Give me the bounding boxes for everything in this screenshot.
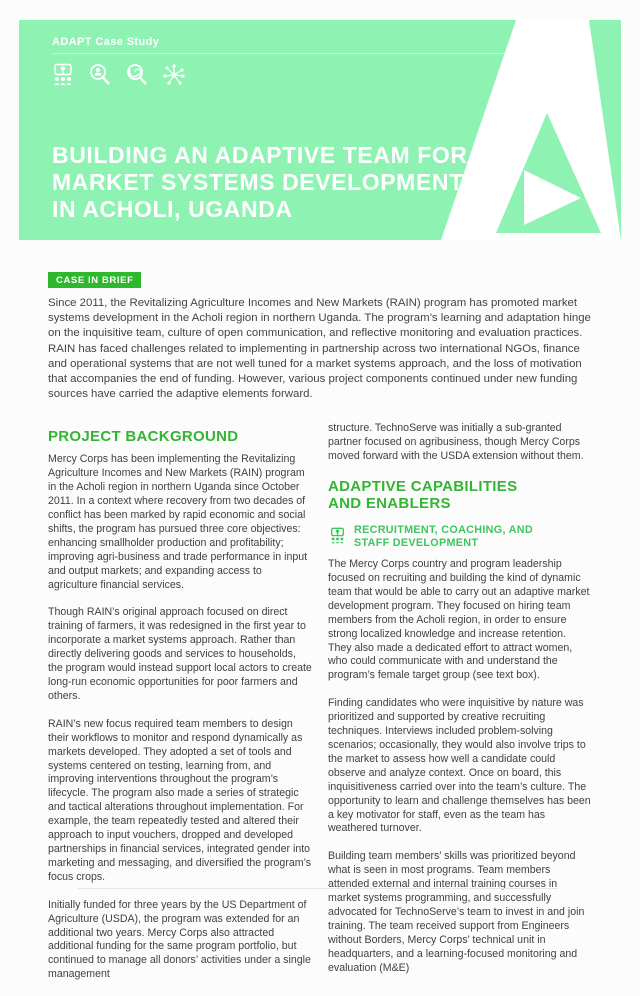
team-icon — [50, 62, 76, 88]
section-heading-project-background: PROJECT BACKGROUND — [48, 428, 239, 446]
heading-line: ADAPTIVE CAPABILITIES — [328, 478, 518, 496]
heading-line: AND ENABLERS — [328, 495, 451, 513]
paragraph: Mercy Corps has been implementing the Revitalizing Agriculture Incomes and New Markets (RAIN) program in the Acholi region in northern Uganda since October 2011. In a context where recovery from two decades of conflict has been marked by rapid economic and social shifts, the program has pursued three core objectives: enhancing smallholder production and profitability; improving agri-business and trade performance in input and output markets; and expanding access to agriculture financial services. — [48, 453, 308, 591]
subheading-line: RECRUITMENT, COACHING, AND — [354, 524, 533, 537]
network-icon — [161, 62, 187, 88]
page-edge-line — [78, 888, 558, 889]
paragraph-continuation: structure. TechnoServe was initially a sub-granted partner focused on agribusiness, though Mercy Corps moved forward with the USDA extension without them. — [328, 422, 584, 463]
search-spiral-icon — [124, 62, 150, 88]
paragraph: Initially funded for three years by the US Department of Agriculture (USDA), the program was extended for an additional two years. Mercy Corps also attracted additional funding for the same program portfolio, but continued to manage all donors’ activities under a single management — [48, 898, 311, 981]
header-banner — [19, 20, 621, 240]
left-column — [48, 422, 312, 996]
search-person-icon — [87, 62, 113, 88]
team-icon — [328, 525, 347, 547]
paragraph: Building team members’ skills was prioritized beyond what is seen in most programs. Team members attended external and internal training courses in market systems programming, and successfully advocated for TechnoServe’s team to invest in and join training. The team received support from Engineers without Borders, Mercy Corps’ technical unit in headquarters, and a learning-focused monitoring and evaluation (M&E) — [328, 850, 585, 974]
title-line: IN ACHOLI, UGANDA — [52, 196, 293, 222]
case-in-brief-badge: CASE IN BRIEF — [48, 272, 141, 288]
subsection-recruitment — [328, 524, 592, 550]
eyebrow-label: ADAPT Case Study — [52, 36, 160, 48]
section-heading-adaptive-capabilities — [328, 478, 592, 512]
case-in-brief-text: Since 2011, the Revitalizing Agriculture Incomes and New Markets (RAIN) program has promoted market systems development in the Acholi region in northern Uganda. The program’s learning and adaptation hinge on the inquisitive team, culture of open communication, and reflective monitoring and evaluation practices. RAIN has faced challenges related to implementing in partnership across two international NGOs, finance and operational systems that are not well tuned for a market systems approach, and the loss of motivation that accompanies the end of funding. However, various project components continued under new funding sources have carried the adaptive elements forward. — [48, 297, 591, 401]
paragraph: Though RAIN’s original approach focused on direct training of farmers, it was redesigned in the first year to incorporate a market systems approach. Rather than directly delivering goods and services to households, the program would instead support local actors to create long-run economic opportunities for poor farmers and others. — [48, 606, 312, 702]
title-line: MARKET SYSTEMS DEVELOPMENT — [52, 169, 464, 195]
adapt-a-logo — [441, 20, 621, 240]
paragraph: RAIN’s new focus required team members to design their workflows to monitor and respond dynamically as markets developed. They adopted a set of tools and systems centered on testing, learning from, and improving interventions throughout the program’s lifecycle. The program also made a series of strategic and tactical alterations throughout implementation. For example, the team repeatedly tested and altered their approach to input vouchers, dropped and developed partnerships in financial services, integrated gender into marketing and messaging, and diversified the program’s focus crops. — [48, 717, 312, 883]
two-column-layout — [48, 422, 592, 996]
title-line: BUILDING AN ADAPTIVE TEAM FOR — [52, 142, 468, 168]
subsection-heading — [354, 524, 533, 550]
paragraph: The Mercy Corps country and program leadership focused on recruiting and building the kind of dynamic team that would be able to carry out an adaptive market development program. They focused on hiring team members from the Acholi region, in order to ensure strong localized knowledge and increase retention. They also made a dedicated effort to attract women, who could communicate with and understand the program’s female target group (see text box). — [328, 558, 590, 682]
subheading-line: STAFF DEVELOPMENT — [354, 537, 479, 550]
paragraph: Finding candidates who were inquisitive by nature was prioritized and supported by creative recruiting techniques. Interviews included problem-solving scenarios; occasionally, they would also involve trips to the market to assess how well a candidate could observe and analyze context. Once on board, this inquisitiveness carried over into the team’s culture. The opportunity to learn and challenge themselves has been a key motivator for staff, even as the team has weathered turnover. — [328, 697, 591, 835]
right-column — [328, 422, 592, 996]
header-icon-row — [50, 62, 187, 88]
page-title — [52, 142, 468, 223]
